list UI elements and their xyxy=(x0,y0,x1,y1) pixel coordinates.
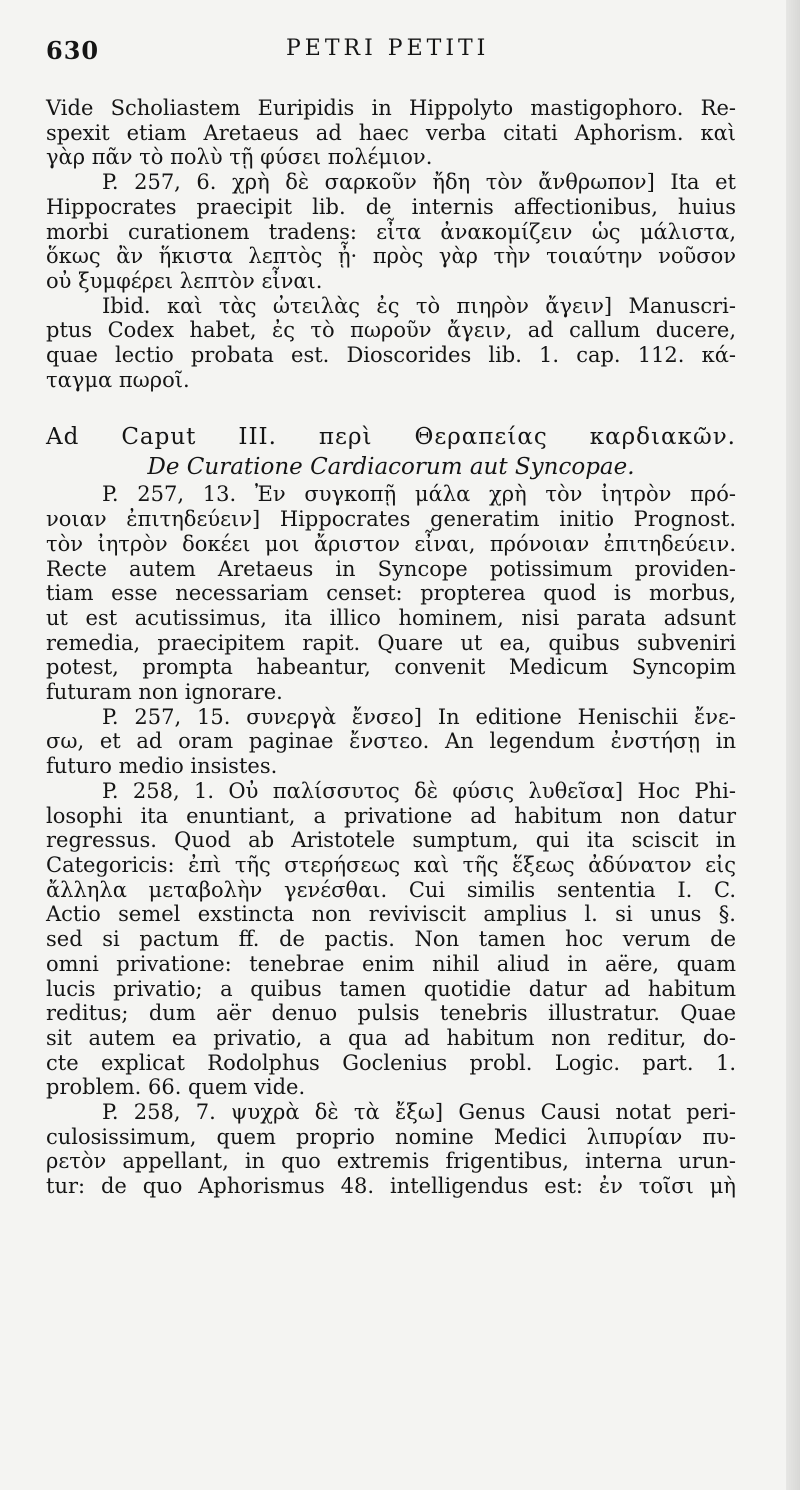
paragraph-p257-15 xyxy=(46,705,736,779)
text-line: morbi curationem tradens: εἶτα ἀνακομίζειν ὡς μάλιστα, xyxy=(46,219,736,244)
text-line: culosissimum, quem proprio nomine Medici λιπυρίαν πυ- xyxy=(46,1124,736,1149)
text-line: losophi ita enuntiant, a privatione ad habitum non datur xyxy=(46,803,736,828)
paragraph-p258-7 xyxy=(46,1100,736,1199)
text-line: Categoricis: ἐπὶ τῆς στερήσεως καὶ τῆς ἕξεως ἀδύνατον εἰς xyxy=(46,852,736,877)
paragraph-p257-6 xyxy=(46,170,736,294)
text-line: οὐ ξυμφέρει λεπτὸν εἶναι. xyxy=(46,268,323,293)
text-line: futuro medio insistes. xyxy=(46,754,278,779)
text-line: ρετὸν appellant, in quo extremis frigentibus, interna urun- xyxy=(46,1149,736,1174)
section-subheading: De Curatione Cardiacorum aut Syncopae. xyxy=(147,454,635,481)
text-line: omni privatione: tenebrae enim nihil aliud in aëre, quam xyxy=(46,951,736,976)
text-line: Recte autem Aretaeus in Syncope potissimum providen- xyxy=(46,556,736,581)
text-line: Vide Scholiastem Euripidis in Hippolyto mastigophoro. Re- xyxy=(46,96,736,120)
text-line: problem. 66. quem vide. xyxy=(46,1075,306,1100)
text-line: spexit etiam Aretaeus ad haec verba citati Aphorism. καὶ xyxy=(46,120,736,145)
text-line: ἄλληλα μεταβολὴν γενέσθαι. Cui similis sententia I. C. xyxy=(46,877,736,902)
text-line: sit autem ea privatio, a qua ad habitum non reditur, do- xyxy=(46,1025,736,1050)
paragraph-ibid xyxy=(46,294,736,393)
text-line: cte explicat Rodolphus Goclenius probl. Logic. part. 1. xyxy=(46,1050,736,1075)
text-line: reditus; dum aër denuo pulsis tenebris illustratur. Quae xyxy=(46,1001,736,1026)
body-text xyxy=(46,96,736,1199)
text-line: Hippocrates praecipit lib. de internis affectionibus, huius xyxy=(46,194,736,219)
text-line: tiam esse necessariam censet: propterea quod is morbus, xyxy=(46,581,736,606)
section-heading-text: Ad Caput III. περὶ Θεραπείας καρδιακῶν. xyxy=(46,424,736,451)
text-line: τὸν ἰητρὸν δοκέει μοι ἄριστον εἶναι, πρόνοιαν ἐπιτηδεύειν. xyxy=(46,531,736,556)
text-line: P. 258, 7. ψυχρὰ δὲ τὰ ἔξω] Genus Causi notat peri- xyxy=(102,1100,736,1125)
paragraph-p257-13 xyxy=(46,482,736,704)
text-line: Ibid. καὶ τὰς ὠτειλὰς ἐς τὸ πιηρὸν ἄγειν] Manuscri- xyxy=(102,293,736,318)
text-line: remedia, praecipitem rapit. Quare ut ea, quibus subveniri xyxy=(46,630,736,655)
section-heading xyxy=(46,422,736,452)
text-line: σω, et ad oram paginae ἔνστεο. An legendum ἐνστήσῃ in xyxy=(46,729,736,754)
text-line: potest, prompta habeantur, convenit Medicum Syncopim xyxy=(46,655,736,680)
text-line: ὅκως ἂν ἥκιστα λεπτὸς ᾖ· πρὸς γὰρ τὴν τοιαύτην νοῦσον xyxy=(46,244,736,269)
running-head: PETRI PETITI xyxy=(286,36,490,61)
text-line: quae lectio probata est. Dioscorides lib. 1. cap. 112. κά- xyxy=(46,343,736,368)
text-line: regressus. Quod ab Aristotele sumptum, qui ita sciscit in xyxy=(46,828,736,853)
text-line: γὰρ πᾶν τὸ πολὺ τῇ φύσει πολέμιον. xyxy=(46,145,433,170)
text-line: ταγμα πωροῖ. xyxy=(46,367,190,392)
section-spacer xyxy=(46,392,736,422)
text-line: futuram non ignorare. xyxy=(46,680,283,705)
page-edge-shadow xyxy=(786,0,800,1490)
text-line: P. 257, 13. Ἐν συγκοπῇ μάλα χρὴ τὸν ἰητρὸν πρό- xyxy=(102,482,736,507)
page-number: 630 xyxy=(46,36,100,65)
text-line: P. 257, 6. χρὴ δὲ σαρκοῦν ἤδη τὸν ἄνθρωπον] Ita et xyxy=(102,170,736,195)
text-line: tur: de quo Aphorismus 48. intelligendus est: ἐν τοῖσι μὴ xyxy=(46,1174,736,1199)
text-line: Actio semel exstincta non reviviscit amplius l. si unus §. xyxy=(46,902,736,927)
text-line: ptus Codex habet, ἐς τὸ πωροῦν ἄγειν, ad callum ducere, xyxy=(46,318,736,343)
text-line: sed si pactum ff. de pactis. Non tamen hoc verum de xyxy=(46,927,736,952)
paragraph-scholiast xyxy=(46,96,736,170)
text-line: lucis privatio; a quibus tamen quotidie datur ad habitum xyxy=(46,976,736,1001)
text-line: νοιαν ἐπιτηδεύειν] Hippocrates generatim initio Prognost. xyxy=(46,507,736,532)
text-line: P. 257, 15. συνεργὰ ἔνσεο] In editione Henischii ἔνε- xyxy=(102,704,736,729)
text-line: P. 258, 1. Οὐ παλίσσυτος δὲ φύσις λυθεῖσα] Hoc Phi- xyxy=(102,778,736,803)
page-header xyxy=(46,36,746,66)
paragraph-p258-1 xyxy=(46,779,736,1100)
text-line: ut est acutissimus, ita illico hominem, nisi parata adsunt xyxy=(46,605,736,630)
